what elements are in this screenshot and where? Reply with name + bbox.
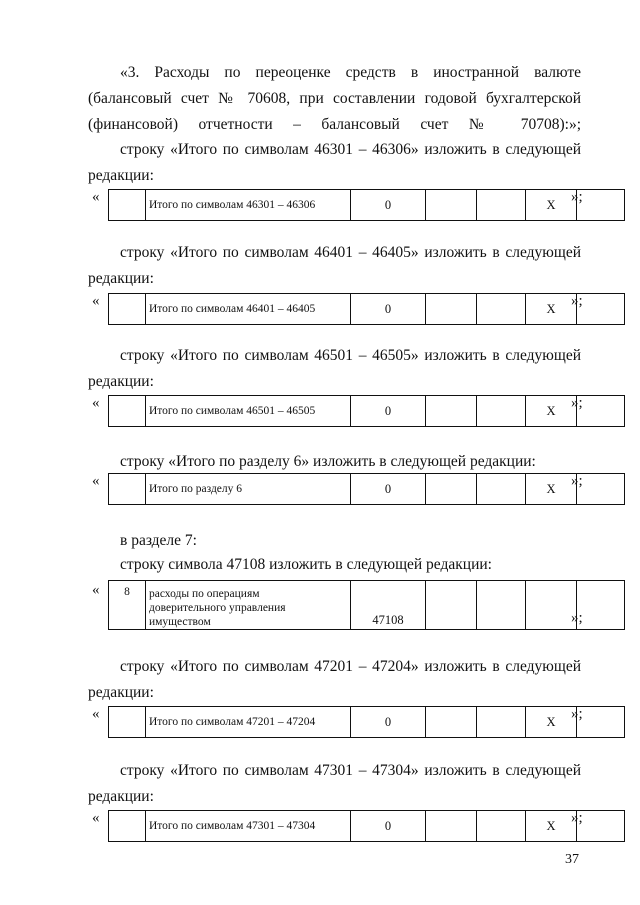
table-row-46301 — [0, 189, 640, 221]
open-quote: « — [92, 293, 100, 309]
cell-x: X — [526, 294, 577, 325]
close-quote: »; — [571, 473, 583, 489]
row-table — [108, 293, 625, 325]
cell-value: 0 — [351, 707, 426, 738]
cell-empty — [426, 396, 477, 427]
instruction-paragraph: строку «Итого по разделу 6» изложить в следующей редакции: — [120, 453, 536, 470]
row-table — [108, 580, 625, 630]
cell-label: Итого по символам 47201 – 47204 — [146, 707, 351, 738]
cell-value: 0 — [351, 190, 426, 221]
cell-x: X — [526, 190, 577, 221]
cell-value: 0 — [351, 811, 426, 842]
instruction-paragraph: строку «Итого по символам 46301 – 46306» изложить в следующей редакции: — [88, 141, 581, 184]
cell-label — [146, 581, 351, 630]
cell-x: X — [526, 396, 577, 427]
label-line: доверительного управления — [149, 602, 286, 614]
cell-empty — [426, 294, 477, 325]
cell-empty — [577, 396, 625, 427]
cell-empty — [426, 811, 477, 842]
row-table — [108, 810, 625, 842]
cell-value: 0 — [351, 474, 426, 505]
cell-empty — [477, 581, 526, 630]
table-row-section-6 — [0, 473, 640, 505]
cell-empty — [477, 707, 526, 738]
cell-value: 0 — [351, 396, 426, 427]
cell-empty — [477, 396, 526, 427]
open-quote: « — [92, 810, 100, 826]
open-quote: « — [92, 473, 100, 489]
cell-code — [109, 811, 146, 842]
cell-value: 0 — [351, 294, 426, 325]
cell-x: X — [526, 811, 577, 842]
close-quote: »; — [571, 610, 583, 626]
page-number: 37 — [565, 852, 579, 867]
cell-label: Итого по символам 46301 – 46306 — [146, 190, 351, 221]
cell-empty — [477, 811, 526, 842]
cell-empty — [477, 294, 526, 325]
cell-label: Итого по символам 46401 – 46405 — [146, 294, 351, 325]
open-quote: « — [92, 395, 100, 411]
cell-empty — [577, 190, 625, 221]
row-table — [108, 706, 625, 738]
close-quote: »; — [571, 810, 583, 826]
cell-code: 8 — [109, 581, 146, 630]
intro-paragraph: «3. Расходы по переоценке средств в иностранной валюте (балансовый счет № 70608, при составлении годовой бухгалтерской (финансовой) отчетности – балансовый счет № 70708):»; — [88, 64, 581, 133]
cell-empty — [577, 294, 625, 325]
cell-x: X — [526, 707, 577, 738]
cell-empty — [477, 474, 526, 505]
table-row-47108 — [0, 580, 640, 632]
cell-empty — [426, 474, 477, 505]
cell-empty — [577, 707, 625, 738]
cell-empty — [577, 581, 625, 630]
label-line: расходы по операциям — [149, 588, 260, 600]
cell-empty — [526, 581, 577, 630]
cell-empty — [477, 190, 526, 221]
row-table — [108, 473, 625, 505]
close-quote: »; — [571, 706, 583, 722]
cell-empty — [577, 474, 625, 505]
row-table — [108, 189, 625, 221]
cell-symbol: 47108 — [351, 581, 426, 630]
table-row-47301 — [0, 810, 640, 842]
section-heading: в разделе 7: — [120, 532, 197, 549]
instruction-paragraph: строку символа 47108 изложить в следующей редакции: — [120, 556, 492, 573]
table-row-46401 — [0, 293, 640, 325]
close-quote: »; — [571, 293, 583, 309]
cell-code — [109, 294, 146, 325]
table-row-46501 — [0, 395, 640, 427]
cell-code — [109, 707, 146, 738]
cell-empty — [426, 707, 477, 738]
cell-label: Итого по символам 46501 – 46505 — [146, 396, 351, 427]
instruction-paragraph: строку «Итого по символам 47301 – 47304» изложить в следующей редакции: — [88, 762, 581, 805]
cell-code — [109, 396, 146, 427]
close-quote: »; — [571, 395, 583, 411]
cell-label: Итого по символам 47301 – 47304 — [146, 811, 351, 842]
instruction-paragraph: строку «Итого по символам 46401 – 46405» изложить в следующей редакции: — [88, 244, 581, 287]
cell-label: Итого по разделу 6 — [146, 474, 351, 505]
instruction-paragraph: строку «Итого по символам 47201 – 47204» изложить в следующей редакции: — [88, 658, 581, 701]
close-quote: »; — [571, 189, 583, 205]
row-table — [108, 395, 625, 427]
label-line: имуществом — [149, 616, 211, 628]
cell-x: X — [526, 474, 577, 505]
cell-code — [109, 474, 146, 505]
cell-empty — [577, 811, 625, 842]
open-quote: « — [92, 189, 100, 205]
cell-empty — [426, 190, 477, 221]
table-row-47201 — [0, 706, 640, 738]
open-quote: « — [92, 706, 100, 722]
cell-empty — [426, 581, 477, 630]
cell-code — [109, 190, 146, 221]
open-quote: « — [92, 582, 100, 598]
instruction-paragraph: строку «Итого по символам 46501 – 46505» изложить в следующей редакции: — [88, 347, 581, 390]
